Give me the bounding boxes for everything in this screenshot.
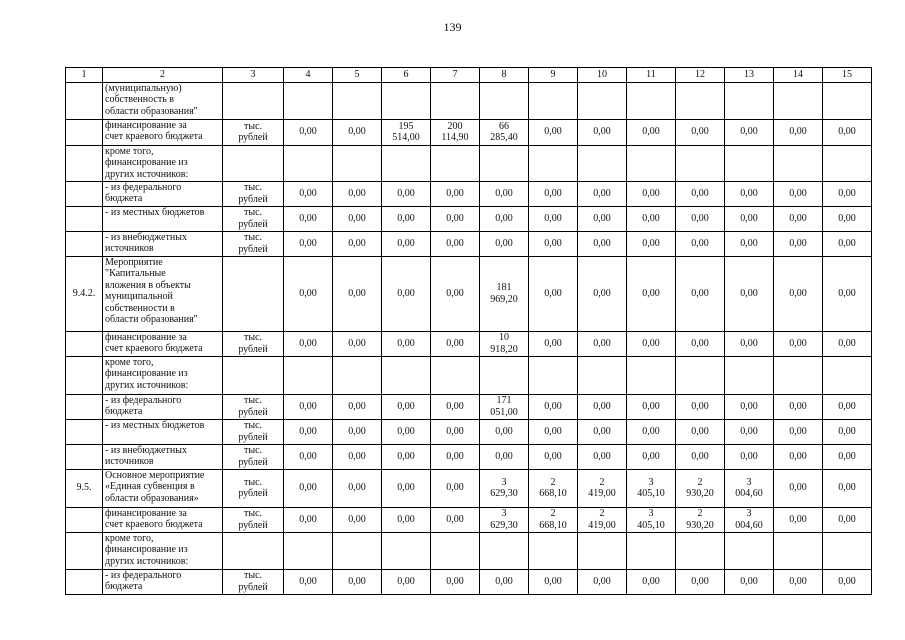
column-header: 8 xyxy=(480,68,529,83)
value-cell: 0,00 xyxy=(578,256,627,331)
value-cell: 0,00 xyxy=(578,231,627,256)
value-cell: 0,00 xyxy=(480,206,529,231)
item-number-cell xyxy=(66,507,103,532)
column-header: 5 xyxy=(333,68,382,83)
value-cell xyxy=(774,532,823,569)
value-cell: 0,00 xyxy=(823,569,872,594)
value-cell: 0,00 xyxy=(676,231,725,256)
value-cell: 0,00 xyxy=(774,444,823,469)
column-header: 10 xyxy=(578,68,627,83)
item-number-cell xyxy=(66,82,103,119)
table-row xyxy=(66,256,872,331)
unit-cell xyxy=(223,82,284,119)
value-cell xyxy=(529,356,578,394)
unit-cell xyxy=(223,256,284,331)
value-cell: 0,00 xyxy=(676,569,725,594)
value-cell: 0,00 xyxy=(578,331,627,356)
value-cell xyxy=(480,145,529,181)
value-cell: 0,00 xyxy=(725,231,774,256)
value-cell: 0,00 xyxy=(284,206,333,231)
value-cell: 2 419,00 xyxy=(578,469,627,507)
description-cell: - из местных бюджетов xyxy=(103,419,223,444)
column-header: 12 xyxy=(676,68,725,83)
value-cell: 0,00 xyxy=(676,181,725,206)
value-cell: 0,00 xyxy=(284,231,333,256)
unit-cell: тыс. рублей xyxy=(223,569,284,594)
value-cell xyxy=(480,356,529,394)
value-cell xyxy=(774,356,823,394)
value-cell: 0,00 xyxy=(627,256,676,331)
value-cell: 0,00 xyxy=(676,444,725,469)
table-row xyxy=(66,356,872,394)
value-cell xyxy=(774,145,823,181)
value-cell: 0,00 xyxy=(431,444,480,469)
value-cell: 0,00 xyxy=(431,331,480,356)
value-cell: 0,00 xyxy=(774,419,823,444)
value-cell xyxy=(431,532,480,569)
value-cell: 0,00 xyxy=(382,181,431,206)
value-cell xyxy=(529,532,578,569)
value-cell xyxy=(578,356,627,394)
value-cell: 0,00 xyxy=(529,181,578,206)
value-cell: 10 918,20 xyxy=(480,331,529,356)
column-header: 11 xyxy=(627,68,676,83)
value-cell: 0,00 xyxy=(333,419,382,444)
value-cell: 0,00 xyxy=(382,419,431,444)
description-cell: - из федерального бюджета xyxy=(103,181,223,206)
value-cell xyxy=(823,145,872,181)
value-cell xyxy=(627,356,676,394)
value-cell xyxy=(382,82,431,119)
value-cell: 0,00 xyxy=(774,569,823,594)
value-cell: 0,00 xyxy=(578,119,627,145)
value-cell: 0,00 xyxy=(382,444,431,469)
value-cell: 0,00 xyxy=(382,394,431,419)
column-header: 14 xyxy=(774,68,823,83)
description-cell: - из федерального бюджета xyxy=(103,394,223,419)
column-header: 3 xyxy=(223,68,284,83)
value-cell: 0,00 xyxy=(333,444,382,469)
table-row xyxy=(66,181,872,206)
value-cell: 0,00 xyxy=(774,119,823,145)
value-cell: 0,00 xyxy=(627,419,676,444)
value-cell xyxy=(431,356,480,394)
value-cell xyxy=(382,145,431,181)
value-cell: 0,00 xyxy=(382,256,431,331)
item-number-cell xyxy=(66,419,103,444)
unit-cell: тыс. рублей xyxy=(223,231,284,256)
budget-table xyxy=(65,67,872,595)
value-cell: 181 969,20 xyxy=(480,256,529,331)
value-cell: 0,00 xyxy=(627,444,676,469)
value-cell: 0,00 xyxy=(627,394,676,419)
column-header: 9 xyxy=(529,68,578,83)
unit-cell: тыс. рублей xyxy=(223,394,284,419)
description-cell: финансирование за счет краевого бюджета xyxy=(103,119,223,145)
value-cell: 0,00 xyxy=(627,181,676,206)
table-row xyxy=(66,206,872,231)
value-cell: 0,00 xyxy=(774,181,823,206)
description-cell: Основное мероприятие «Единая субвенция в области образования» xyxy=(103,469,223,507)
value-cell: 0,00 xyxy=(725,419,774,444)
table-row xyxy=(66,419,872,444)
value-cell: 0,00 xyxy=(382,569,431,594)
value-cell: 0,00 xyxy=(382,331,431,356)
value-cell: 0,00 xyxy=(529,231,578,256)
value-cell: 0,00 xyxy=(578,444,627,469)
table-header-row xyxy=(66,68,872,83)
value-cell xyxy=(529,82,578,119)
value-cell: 0,00 xyxy=(333,206,382,231)
value-cell xyxy=(333,532,382,569)
value-cell: 0,00 xyxy=(333,119,382,145)
value-cell: 0,00 xyxy=(333,569,382,594)
value-cell: 0,00 xyxy=(774,231,823,256)
unit-cell: тыс. рублей xyxy=(223,419,284,444)
value-cell: 3 405,10 xyxy=(627,507,676,532)
unit-cell: тыс. рублей xyxy=(223,181,284,206)
value-cell: 0,00 xyxy=(823,394,872,419)
item-number-cell xyxy=(66,394,103,419)
unit-cell xyxy=(223,145,284,181)
value-cell: 0,00 xyxy=(725,181,774,206)
column-header: 7 xyxy=(431,68,480,83)
value-cell: 0,00 xyxy=(382,206,431,231)
value-cell xyxy=(284,532,333,569)
value-cell xyxy=(578,82,627,119)
value-cell xyxy=(725,532,774,569)
value-cell: 0,00 xyxy=(529,419,578,444)
value-cell xyxy=(676,82,725,119)
value-cell: 0,00 xyxy=(823,231,872,256)
value-cell xyxy=(480,532,529,569)
value-cell: 0,00 xyxy=(578,206,627,231)
value-cell xyxy=(627,82,676,119)
value-cell: 0,00 xyxy=(529,444,578,469)
value-cell xyxy=(333,356,382,394)
value-cell: 0,00 xyxy=(725,206,774,231)
value-cell: 2 930,20 xyxy=(676,507,725,532)
value-cell: 0,00 xyxy=(774,394,823,419)
value-cell: 0,00 xyxy=(333,181,382,206)
value-cell: 171 051,00 xyxy=(480,394,529,419)
table-row xyxy=(66,569,872,594)
value-cell: 0,00 xyxy=(676,256,725,331)
value-cell: 66 285,40 xyxy=(480,119,529,145)
unit-cell: тыс. рублей xyxy=(223,469,284,507)
value-cell: 0,00 xyxy=(578,569,627,594)
value-cell: 0,00 xyxy=(284,256,333,331)
table-row xyxy=(66,444,872,469)
value-cell: 0,00 xyxy=(382,231,431,256)
value-cell xyxy=(529,145,578,181)
value-cell: 0,00 xyxy=(284,419,333,444)
value-cell: 0,00 xyxy=(823,331,872,356)
value-cell: 0,00 xyxy=(431,206,480,231)
value-cell: 0,00 xyxy=(774,469,823,507)
description-cell: кроме того, финансирование из других источников: xyxy=(103,356,223,394)
description-cell: (муниципальную) собственность в области образования" xyxy=(103,82,223,119)
value-cell: 0,00 xyxy=(333,507,382,532)
value-cell: 0,00 xyxy=(823,469,872,507)
value-cell: 0,00 xyxy=(529,394,578,419)
value-cell: 3 405,10 xyxy=(627,469,676,507)
item-number-cell xyxy=(66,181,103,206)
value-cell xyxy=(284,82,333,119)
column-header: 6 xyxy=(382,68,431,83)
value-cell: 0,00 xyxy=(333,331,382,356)
value-cell: 0,00 xyxy=(578,419,627,444)
description-cell: Мероприятие "Капитальные вложения в объекты муниципальной собственности в области образования" xyxy=(103,256,223,331)
value-cell xyxy=(578,532,627,569)
value-cell: 0,00 xyxy=(823,119,872,145)
value-cell: 0,00 xyxy=(431,256,480,331)
value-cell: 0,00 xyxy=(578,394,627,419)
value-cell: 2 668,10 xyxy=(529,507,578,532)
value-cell: 0,00 xyxy=(676,419,725,444)
value-cell: 0,00 xyxy=(627,206,676,231)
value-cell: 0,00 xyxy=(284,469,333,507)
item-number-cell xyxy=(66,331,103,356)
value-cell: 0,00 xyxy=(823,206,872,231)
value-cell xyxy=(676,356,725,394)
item-number-cell xyxy=(66,145,103,181)
value-cell: 0,00 xyxy=(774,206,823,231)
value-cell: 0,00 xyxy=(676,206,725,231)
value-cell xyxy=(431,82,480,119)
value-cell xyxy=(382,356,431,394)
value-cell: 3 004,60 xyxy=(725,507,774,532)
value-cell: 0,00 xyxy=(627,119,676,145)
value-cell: 0,00 xyxy=(529,206,578,231)
description-cell: - из внебюджетных источников xyxy=(103,444,223,469)
value-cell xyxy=(333,145,382,181)
value-cell xyxy=(823,356,872,394)
value-cell xyxy=(627,145,676,181)
table-row xyxy=(66,119,872,145)
table-row xyxy=(66,82,872,119)
value-cell: 0,00 xyxy=(578,181,627,206)
column-header: 1 xyxy=(66,68,103,83)
table-row xyxy=(66,394,872,419)
unit-cell: тыс. рублей xyxy=(223,206,284,231)
table-row xyxy=(66,469,872,507)
value-cell: 0,00 xyxy=(284,119,333,145)
value-cell: 0,00 xyxy=(431,181,480,206)
value-cell: 0,00 xyxy=(627,331,676,356)
value-cell: 0,00 xyxy=(333,469,382,507)
item-number-cell xyxy=(66,569,103,594)
value-cell: 0,00 xyxy=(823,181,872,206)
value-cell: 0,00 xyxy=(823,444,872,469)
value-cell: 0,00 xyxy=(284,331,333,356)
value-cell: 2 668,10 xyxy=(529,469,578,507)
value-cell: 0,00 xyxy=(774,507,823,532)
value-cell: 0,00 xyxy=(529,256,578,331)
table-row xyxy=(66,507,872,532)
value-cell: 0,00 xyxy=(480,231,529,256)
description-cell: финансирование за счет краевого бюджета xyxy=(103,507,223,532)
value-cell: 0,00 xyxy=(431,507,480,532)
value-cell: 0,00 xyxy=(284,569,333,594)
value-cell: 0,00 xyxy=(284,507,333,532)
value-cell xyxy=(725,145,774,181)
value-cell: 0,00 xyxy=(333,394,382,419)
value-cell: 0,00 xyxy=(382,469,431,507)
value-cell xyxy=(725,356,774,394)
unit-cell: тыс. рублей xyxy=(223,331,284,356)
value-cell: 0,00 xyxy=(382,507,431,532)
description-cell: - из местных бюджетов xyxy=(103,206,223,231)
table-row xyxy=(66,145,872,181)
value-cell: 0,00 xyxy=(627,569,676,594)
unit-cell: тыс. рублей xyxy=(223,119,284,145)
value-cell: 2 930,20 xyxy=(676,469,725,507)
value-cell: 0,00 xyxy=(823,256,872,331)
description-cell: финансирование за счет краевого бюджета xyxy=(103,331,223,356)
value-cell: 0,00 xyxy=(333,231,382,256)
table-row xyxy=(66,532,872,569)
table-row xyxy=(66,231,872,256)
value-cell: 200 114,90 xyxy=(431,119,480,145)
item-number-cell xyxy=(66,206,103,231)
value-cell xyxy=(676,532,725,569)
value-cell: 0,00 xyxy=(725,119,774,145)
item-number-cell xyxy=(66,119,103,145)
value-cell xyxy=(823,532,872,569)
value-cell: 0,00 xyxy=(284,181,333,206)
value-cell xyxy=(284,145,333,181)
unit-cell xyxy=(223,356,284,394)
value-cell xyxy=(480,82,529,119)
value-cell xyxy=(676,145,725,181)
value-cell xyxy=(284,356,333,394)
value-cell: 0,00 xyxy=(774,256,823,331)
value-cell: 2 419,00 xyxy=(578,507,627,532)
description-cell: - из внебюджетных источников xyxy=(103,231,223,256)
description-cell: кроме того, финансирование из других источников: xyxy=(103,532,223,569)
column-header: 4 xyxy=(284,68,333,83)
value-cell: 0,00 xyxy=(431,569,480,594)
table-row xyxy=(66,331,872,356)
unit-cell: тыс. рублей xyxy=(223,444,284,469)
value-cell: 0,00 xyxy=(529,331,578,356)
value-cell: 195 514,00 xyxy=(382,119,431,145)
unit-cell: тыс. рублей xyxy=(223,507,284,532)
value-cell xyxy=(578,145,627,181)
value-cell: 0,00 xyxy=(480,444,529,469)
value-cell xyxy=(382,532,431,569)
value-cell: 0,00 xyxy=(774,331,823,356)
value-cell xyxy=(333,82,382,119)
description-cell: - из федерального бюджета xyxy=(103,569,223,594)
value-cell: 0,00 xyxy=(529,569,578,594)
value-cell: 0,00 xyxy=(725,331,774,356)
value-cell: 0,00 xyxy=(823,507,872,532)
value-cell: 0,00 xyxy=(431,231,480,256)
unit-cell xyxy=(223,532,284,569)
value-cell: 0,00 xyxy=(284,394,333,419)
value-cell: 0,00 xyxy=(529,119,578,145)
item-number-cell xyxy=(66,444,103,469)
column-header: 13 xyxy=(725,68,774,83)
value-cell: 3 004,60 xyxy=(725,469,774,507)
column-header: 15 xyxy=(823,68,872,83)
value-cell xyxy=(725,82,774,119)
value-cell: 0,00 xyxy=(725,569,774,594)
value-cell: 0,00 xyxy=(823,419,872,444)
value-cell: 0,00 xyxy=(725,394,774,419)
item-number-cell: 9.5. xyxy=(66,469,103,507)
value-cell xyxy=(823,82,872,119)
item-number-cell xyxy=(66,231,103,256)
value-cell xyxy=(431,145,480,181)
value-cell: 0,00 xyxy=(725,256,774,331)
value-cell: 0,00 xyxy=(725,444,774,469)
value-cell: 0,00 xyxy=(284,444,333,469)
value-cell: 3 629,30 xyxy=(480,469,529,507)
value-cell: 0,00 xyxy=(480,181,529,206)
value-cell: 0,00 xyxy=(431,394,480,419)
value-cell: 0,00 xyxy=(333,256,382,331)
item-number-cell: 9.4.2. xyxy=(66,256,103,331)
item-number-cell xyxy=(66,356,103,394)
item-number-cell xyxy=(66,532,103,569)
value-cell: 0,00 xyxy=(676,119,725,145)
value-cell: 0,00 xyxy=(431,419,480,444)
description-cell: кроме того, финансирование из других источников: xyxy=(103,145,223,181)
value-cell: 0,00 xyxy=(627,231,676,256)
page-number: 139 xyxy=(443,20,462,34)
value-cell xyxy=(627,532,676,569)
value-cell: 3 629,30 xyxy=(480,507,529,532)
value-cell: 0,00 xyxy=(480,419,529,444)
column-header: 2 xyxy=(103,68,223,83)
value-cell: 0,00 xyxy=(431,469,480,507)
value-cell: 0,00 xyxy=(676,394,725,419)
value-cell: 0,00 xyxy=(676,331,725,356)
value-cell xyxy=(774,82,823,119)
value-cell: 0,00 xyxy=(480,569,529,594)
